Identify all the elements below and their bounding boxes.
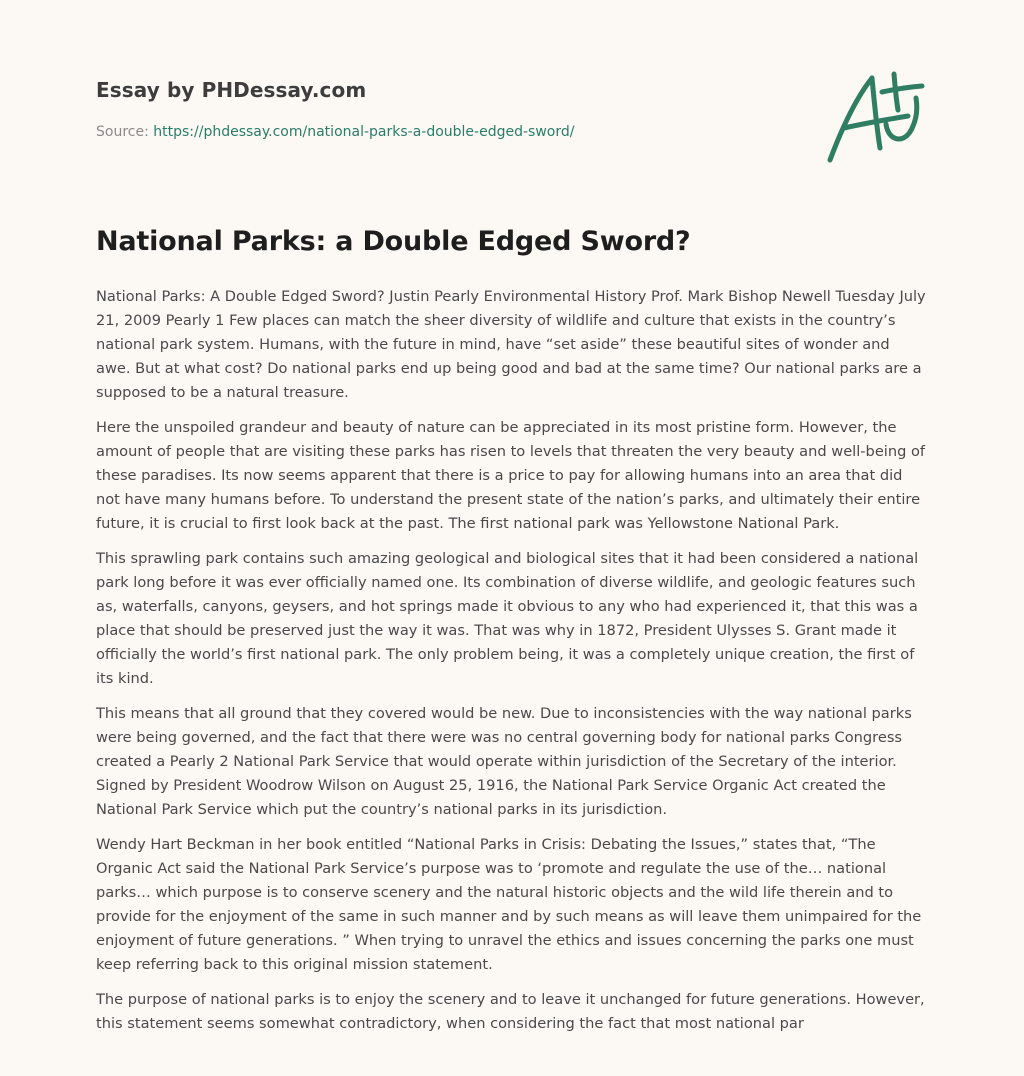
source-link[interactable]: https://phdessay.com/national-parks-a-double-edged-sword/ [153,124,575,140]
essay-body [96,285,928,1047]
essay-paragraph: National Parks: A Double Edged Sword? Justin Pearly Environmental History Prof. Mark Bishop Newell Tuesday July 21, 2009 Pearly 1 Few places can match the sheer diversity of wildlife and culture that exists in the country’s national park system. Humans, with the future in mind, have “set aside” these beautiful sites of wonder and awe. But at what cost? Do national parks end up being good and bad at the same time? Our national parks are a supposed to be a natural treasure. [96,288,926,401]
logo-a-left-stroke [830,78,872,160]
essay-paragraph: This sprawling park contains such amazing geological and biological sites that it had been considered a national park long before it was ever officially named one. Its combination of diverse wildlife, and geologic features such as, waterfalls, canyons, geysers, and hot springs made it obvious to any who had experienced it, that this was a place that should be preserved just the way it was. That was why in 1872, President Ulysses S. Grant made it officially the world’s first national park. The only problem being, it was a completely unique creation, the first of its kind. [96,550,919,687]
source-label: Source: [96,124,154,140]
source-line [96,124,574,140]
essay-paragraph: Wendy Hart Beckman in her book entitled “National Parks in Crisis: Debating the Issues,” states that, “The Organic Act said the National Park Service’s purpose was to ‘promote and regulate the use of the… national parks… which purpose is to conserve scenery and the natural historic objects and the wild life therein and to provide for the enjoyment of the same in such manner and by such means as will leave them unimpaired for the enjoyment of future generations. ” When trying to unravel the ethics and issues concerning the parks one must keep referring back to this original mission statement. [96,836,922,973]
logo-plus-horizontal [882,86,922,92]
essay-paragraph: The purpose of national parks is to enjoy the scenery and to leave it unchanged for future generations. However, this statement seems somewhat contradictory, when considering the fact that most national par [96,991,925,1032]
essay-paragraph: This means that all ground that they covered would be new. Due to inconsistencies with the way national parks were being governed, and the fact that there were was no central governing body for national parks Congress created a Pearly 2 National Park Service that would operate within jurisdiction of the Secretary of the interior. Signed by President Woodrow Wilson on August 25, 1916, the National Park Service Organic Act created the National Park Service which put the country’s national parks in its jurisdiction. [96,705,912,818]
essay-title: National Parks: a Double Edged Sword? [96,226,691,257]
site-title: Essay by PHDessay.com [96,78,367,102]
essay-paragraph: Here the unspoiled grandeur and beauty of nature can be appreciated in its most pristine form. However, the amount of people that are visiting these parks has risen to levels that threaten the very beauty and well-being of these paradises. Its now seems apparent that there is a price to pay for allowing humans into an area that did not have many humans before. To understand the present state of the nation’s parks, and ultimately their entire future, it is crucial to first look back at the past. The first national park was Yellowstone National Park. [96,419,926,532]
a-plus-logo-icon [822,68,926,164]
logo-a-right-stroke [872,78,880,148]
